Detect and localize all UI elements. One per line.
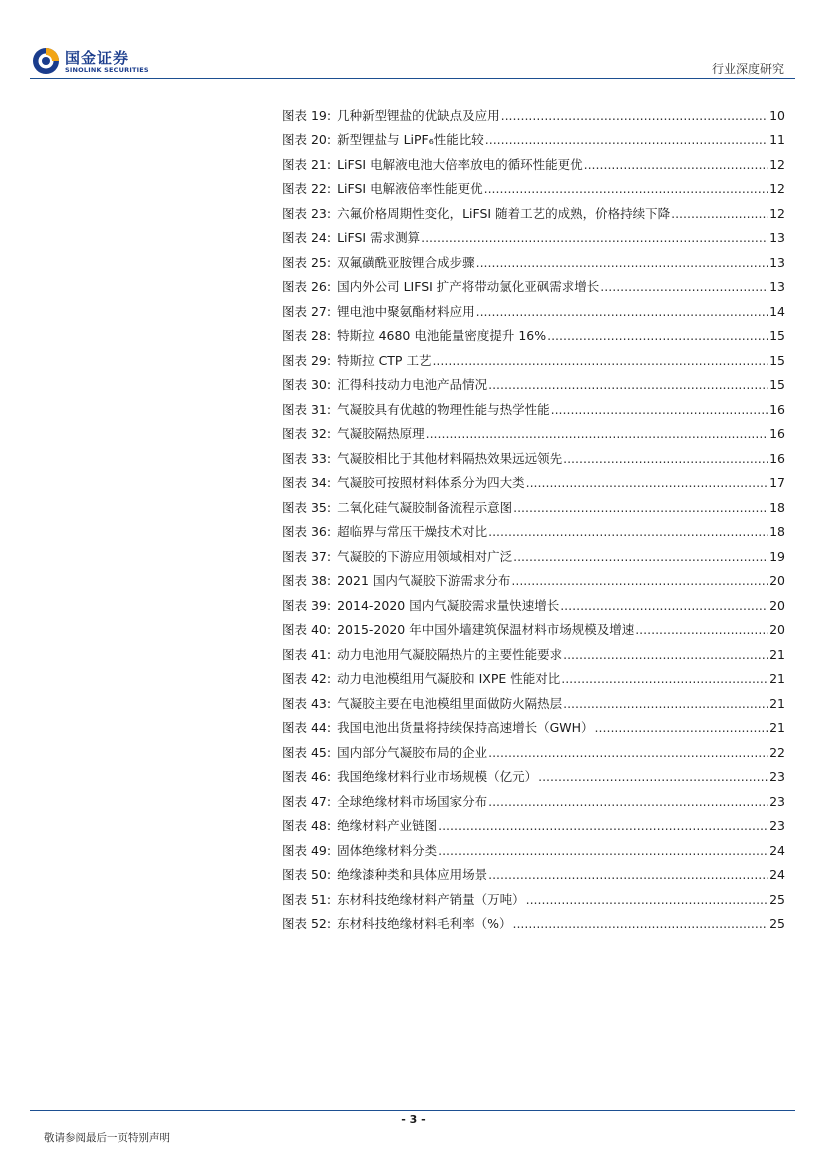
toc-dot-leader [512,917,768,931]
toc-entry-label: 图表 33: [282,450,332,466]
toc-entry-label: 图表 27: [282,303,332,319]
toc-entry-label: 图表 38: [282,573,332,588]
toc-dot-leader [438,819,768,833]
toc-entry-title: 气凝胶具有优越的物理性能与热学性能 [337,401,550,417]
toc-entry-label: 图表 26: [282,279,332,294]
toc-dot-leader [421,231,768,245]
sinolink-logo-icon [32,47,60,75]
toc-entry[interactable] [282,196,785,221]
toc-entry-title: LiFSI 需求测算 [337,230,421,245]
toc-entry-label: 图表 51: [282,891,332,907]
toc-entry-title: 2015-2020 年中国外墙建筑保温材料市场规模及增速 [337,622,635,637]
toc-entry-page: 20 [769,573,785,588]
toc-entry[interactable] [282,343,785,368]
toc-dot-leader [551,403,768,417]
toc-entry[interactable] [282,784,785,809]
toc-entry-title: 东材科技绝缘材料毛利率（%） [337,916,512,931]
toc-entry-page: 15 [769,377,785,392]
toc-entry-label: 图表 41: [282,646,332,662]
toc-entry-title: 动力电池模组用气凝胶和 IXPE 性能对比 [337,671,561,686]
toc-entry[interactable] [282,564,785,589]
toc-entry[interactable] [282,466,785,491]
toc-dot-leader [484,182,768,196]
toc-entry-title: 气凝胶隔热原理 [337,426,425,441]
toc-entry-page: 25 [769,916,785,931]
toc-entry[interactable] [282,123,785,148]
toc-entry-label: 图表 32: [282,426,332,441]
toc-dot-leader [476,256,768,270]
toc-entry-page: 12 [769,205,785,221]
toc-dot-leader [488,378,768,392]
toc-entry-label: 图表 44: [282,720,332,735]
toc-entry-page: 16 [769,401,785,417]
toc-entry-label: 图表 42: [282,671,332,686]
toc-entry[interactable] [282,319,785,344]
toc-entry[interactable] [282,368,785,393]
toc-dot-leader [426,427,768,441]
toc-entry-title: 二氧化硅气凝胶制备流程示意图 [337,499,513,515]
toc-dot-leader [501,109,768,123]
toc-entry-title: 我国绝缘材料行业市场规模（亿元） [337,769,538,784]
toc-entry-label: 图表 37: [282,548,332,564]
toc-dot-leader [538,770,768,784]
toc-entry-label: 图表 29: [282,352,332,368]
toc-dot-leader [513,550,768,564]
toc-entry-label: 图表 21: [282,156,332,172]
toc-entry-page: 19 [769,548,785,564]
toc-entry-page: 18 [769,499,785,515]
toc-dot-leader [432,354,768,368]
toc-entry[interactable] [282,662,785,687]
toc-entry-page: 10 [769,107,785,123]
toc-entry-title: 固体绝缘材料分类 [337,842,438,858]
toc-dot-leader [488,795,768,809]
toc-entry-page: 13 [769,230,785,245]
toc-entry-title: 气凝胶的下游应用领域相对广泛 [337,548,513,564]
toc-entry[interactable] [282,613,785,638]
toc-entry-page: 22 [769,744,785,760]
toc-entry-page: 21 [769,695,785,711]
toc-dot-leader [671,207,768,221]
toc-entry-page: 21 [769,646,785,662]
toc-entry-title: 几种新型锂盐的优缺点及应用 [337,107,500,123]
toc-entry[interactable] [282,858,785,883]
toc-entry-title: 超临界与常压干燥技术对比 [337,524,488,539]
toc-entry-title: 全球绝缘材料市场国家分布 [337,793,488,809]
toc-entry[interactable] [282,294,785,319]
toc-entry[interactable] [282,221,785,246]
toc-entry-label: 图表 52: [282,916,332,931]
toc-entry[interactable] [282,760,785,785]
toc-entry[interactable] [282,711,785,736]
toc-entry-label: 图表 34: [282,475,332,490]
toc-dot-leader [488,746,768,760]
toc-entry[interactable] [282,809,785,834]
toc-entry-page: 24 [769,867,785,882]
toc-entry-title: 汇得科技动力电池产品情况 [337,377,488,392]
toc-entry-page: 25 [769,891,785,907]
toc-entry-label: 图表 49: [282,842,332,858]
toc-dot-leader [488,868,768,882]
toc-dot-leader [485,133,768,147]
toc-dot-leader [438,844,768,858]
toc-entry-title: 动力电池用气凝胶隔热片的主要性能要求 [337,646,563,662]
toc-entry-title: 气凝胶主要在电池模组里面做防火隔热层 [337,695,563,711]
toc-entry-label: 图表 43: [282,695,332,711]
toc-entry-title: 气凝胶相比于其他材料隔热效果远远领先 [337,450,563,466]
toc-entry-page: 12 [769,181,785,196]
toc-entry-label: 图表 22: [282,181,332,196]
toc-dot-leader [547,329,768,343]
toc-dot-leader [563,452,768,466]
toc-dot-leader [563,697,768,711]
toc-entry-label: 图表 36: [282,524,332,539]
toc-entry[interactable] [282,637,785,662]
header-divider [30,78,795,79]
toc-dot-leader [563,648,768,662]
toc-dot-leader [488,525,768,539]
toc-entry-label: 图表 30: [282,377,332,392]
toc-entry[interactable] [282,833,785,858]
disclaimer-note: 敬请参阅最后一页特别声明 [44,1132,170,1144]
toc-entry-label: 图表 24: [282,230,332,245]
toc-entry[interactable] [282,882,785,907]
toc-dot-leader [526,476,768,490]
toc-dot-leader [600,280,768,294]
toc-entry[interactable] [282,392,785,417]
toc-entry[interactable] [282,735,785,760]
toc-entry-page: 16 [769,450,785,466]
toc-dot-leader [584,158,768,172]
toc-entry-title: 绝缘材料产业链图 [337,818,438,833]
toc-entry[interactable] [282,539,785,564]
toc-entry-title: 气凝胶可按照材料体系分为四大类 [337,475,525,490]
toc-entry-title: 特斯拉 4680 电池能量密度提升 16% [337,328,547,343]
toc-entry-page: 18 [769,524,785,539]
toc-dot-leader [526,893,768,907]
toc-entry-page: 12 [769,156,785,172]
toc-entry-label: 图表 28: [282,328,332,343]
toc-entry-page: 13 [769,254,785,270]
toc-entry-label: 图表 31: [282,401,332,417]
company-logo [32,47,162,77]
page-header [0,0,827,80]
toc-entry-page: 23 [769,769,785,784]
toc-entry-page: 17 [769,475,785,490]
toc-entry-label: 图表 46: [282,769,332,784]
toc-entry-label: 图表 35: [282,499,332,515]
report-type: 行业深度研究 [711,62,784,76]
toc-entry[interactable] [282,98,785,123]
toc-entry[interactable] [282,490,785,515]
toc-entry-title: LiFSI 电解液电池大倍率放电的循环性能更优 [337,156,583,172]
toc-entry-title: 锂电池中聚氨酯材料应用 [337,303,475,319]
logo-english-name: SINOLINK SECURITIES [65,66,149,74]
footer-divider [30,1110,795,1111]
toc-entry-page: 23 [769,793,785,809]
toc-entry-title: 双氟磺酰亚胺锂合成步骤 [337,254,475,270]
toc-entry[interactable] [282,515,785,540]
toc-dot-leader [561,672,768,686]
toc-entry-title: 2021 国内气凝胶下游需求分布 [337,573,511,588]
toc-entry-page: 23 [769,818,785,833]
toc-entry[interactable] [282,588,785,613]
toc-entry-title: 新型锂盐与 LiPF₆性能比较 [337,132,484,147]
figure-index-list [282,98,785,931]
toc-entry-title: 国内部分气凝胶布局的企业 [337,744,488,760]
toc-entry-label: 图表 19: [282,107,332,123]
toc-entry-page: 14 [769,303,785,319]
toc-entry-page: 15 [769,352,785,368]
logo-chinese-name: 国金证券 [65,49,130,67]
toc-entry-label: 图表 45: [282,744,332,760]
toc-entry[interactable] [282,245,785,270]
toc-dot-leader [476,305,768,319]
toc-entry-label: 图表 48: [282,818,332,833]
toc-entry-page: 15 [769,328,785,343]
toc-entry-page: 20 [769,622,785,637]
toc-entry[interactable] [282,147,785,172]
toc-entry-page: 13 [769,279,785,294]
toc-entry-title: 绝缘漆种类和具体应用场景 [337,867,488,882]
page-number: - 3 - [401,1113,426,1126]
toc-dot-leader [560,599,768,613]
toc-entry-label: 图表 39: [282,597,332,613]
toc-entry-title: 东材科技绝缘材料产销量（万吨） [337,891,525,907]
toc-entry-title: 国内外公司 LIFSI 扩产将带动氯化亚砜需求增长 [337,279,600,294]
toc-entry[interactable] [282,686,785,711]
toc-dot-leader [511,574,768,588]
toc-entry-page: 21 [769,720,785,735]
toc-entry-label: 图表 40: [282,622,332,637]
toc-entry-label: 图表 50: [282,867,332,882]
toc-entry-title: 我国电池出货量将持续保持高速增长（GWH） [337,720,594,735]
toc-entry-page: 11 [769,132,785,147]
toc-entry-label: 图表 47: [282,793,332,809]
toc-entry[interactable] [282,270,785,295]
toc-entry-page: 16 [769,426,785,441]
toc-entry-title: 六氟价格周期性变化，LiFSI 随着工艺的成熟，价格持续下降 [337,205,671,221]
toc-dot-leader [513,501,768,515]
toc-dot-leader [595,721,769,735]
toc-entry-label: 图表 23: [282,205,332,221]
toc-entry[interactable] [282,907,785,932]
toc-entry-page: 20 [769,597,785,613]
toc-dot-leader [635,623,768,637]
toc-entry-page: 24 [769,842,785,858]
toc-entry-page: 21 [769,671,785,686]
toc-entry-title: 2014-2020 国内气凝胶需求量快速增长 [337,597,560,613]
toc-entry[interactable] [282,441,785,466]
toc-entry-title: LiFSI 电解液倍率性能更优 [337,181,483,196]
toc-entry[interactable] [282,417,785,442]
toc-entry-label: 图表 20: [282,132,332,147]
toc-entry[interactable] [282,172,785,197]
toc-entry-title: 特斯拉 CTP 工艺 [337,352,432,368]
toc-entry-label: 图表 25: [282,254,332,270]
